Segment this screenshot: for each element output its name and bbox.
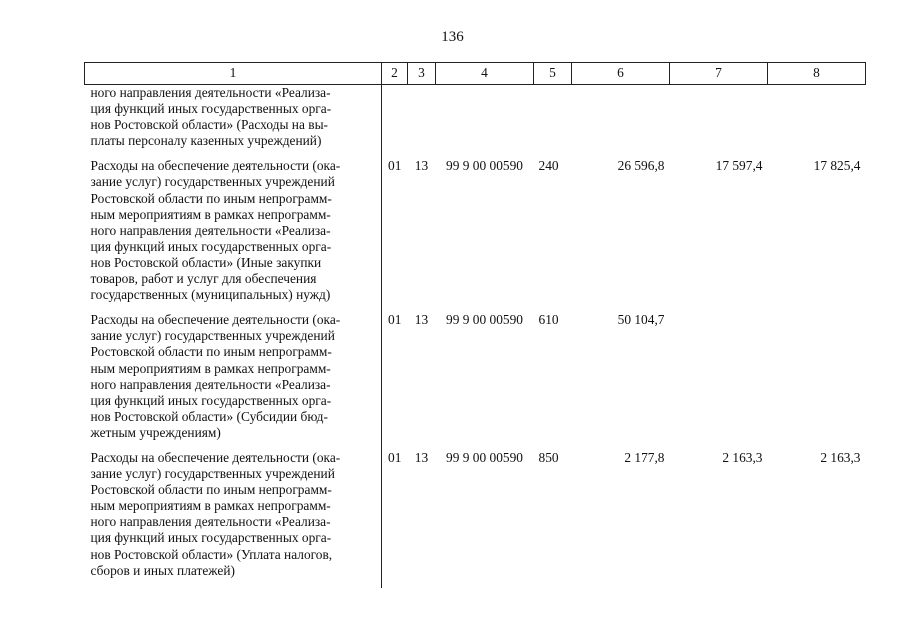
description-line: ция функций иных государственных орга-: [90, 392, 332, 408]
section-code: 01: [388, 312, 402, 328]
amount-col-8: [768, 85, 866, 159]
row-description: [85, 450, 382, 588]
table-header: [85, 63, 866, 85]
section-code: 01: [388, 158, 402, 174]
page-number: 136: [441, 29, 464, 45]
expense-type-code: 610: [538, 312, 559, 328]
description-line: Расходы на обеспечение деятельности (ока-: [90, 158, 341, 174]
header-col-3: 3: [408, 63, 436, 85]
amount-col-7: [670, 85, 768, 159]
subsection-code: 13: [414, 312, 429, 328]
target-article-code: 99 9 00 00590: [446, 312, 523, 328]
description-line: сборов и иных платежей): [90, 562, 235, 578]
header-col-2: 2: [382, 63, 408, 85]
description-line: ного направления деятельности «Реализа-: [90, 85, 331, 100]
description-line: товаров, работ и услуг для обеспечения: [90, 271, 317, 287]
target-article-code: 99 9 00 00590: [446, 449, 523, 465]
description-line: ного направления деятельности «Реализа-: [90, 376, 331, 392]
subsection-code: 13: [414, 449, 429, 465]
subsection-code: [408, 85, 436, 159]
description-line: нов Ростовской области» (Уплата налогов,: [90, 546, 333, 562]
description-line: ным мероприятиям в рамках непрограмм-: [90, 360, 331, 376]
target-article-code: [436, 85, 534, 159]
description-line: зание услуг) государственных учреждений: [90, 174, 335, 190]
description-line: Расходы на обеспечение деятельности (ока-: [90, 449, 341, 465]
subsection-code: 13: [414, 158, 429, 174]
description-line: ным мероприятиям в рамках непрограмм-: [90, 498, 331, 514]
expense-type-code: 850: [538, 449, 559, 465]
amount-col-6: 26 596,8: [617, 158, 665, 174]
table-row: [85, 158, 866, 312]
amount-col-8: 2 163,3: [820, 449, 861, 465]
description-line: нов Ростовской области» (Субсидии бюд-: [90, 408, 328, 424]
amount-col-6: 2 177,8: [624, 449, 665, 465]
amount-col-8: [768, 312, 866, 450]
row-description: [85, 158, 382, 312]
description-line: ным мероприятиям в рамках непрограмм-: [90, 206, 331, 222]
budget-table: [84, 62, 866, 588]
section-code: [382, 85, 408, 159]
expense-type-code: 240: [538, 158, 559, 174]
amount-col-6: [572, 85, 670, 159]
table-row: [85, 450, 866, 588]
description-line: нов Ростовской области» (Расходы на вы-: [90, 117, 329, 133]
header-col-4: 4: [436, 63, 534, 85]
description-line: Расходы на обеспечение деятельности (ока-: [90, 312, 341, 328]
description-line: платы персоналу казенных учреждений): [90, 133, 322, 149]
header-row: [85, 63, 866, 85]
header-col-1: 1: [85, 63, 382, 85]
description-line: зание услуг) государственных учреждений: [90, 328, 335, 344]
table-row: [85, 85, 866, 159]
amount-col-7: [670, 312, 768, 450]
description-line: зание услуг) государственных учреждений: [90, 466, 335, 482]
section-code: 01: [388, 449, 402, 465]
amount-col-6: 50 104,7: [617, 312, 665, 328]
amount-col-7: 17 597,4: [715, 158, 763, 174]
description-line: ного направления деятельности «Реализа-: [90, 514, 331, 530]
amount-col-7: 2 163,3: [722, 449, 763, 465]
description-line: жетным учреждениям): [90, 424, 221, 440]
row-description: [85, 85, 382, 159]
description-line: ного направления деятельности «Реализа-: [90, 222, 331, 238]
description-line: нов Ростовской области» (Иные закупки: [90, 254, 322, 270]
header-col-5: 5: [534, 63, 572, 85]
description-line: государственных (муниципальных) нужд): [90, 287, 331, 303]
description-line: ция функций иных государственных орга-: [90, 530, 332, 546]
description-line: ция функций иных государственных орга-: [90, 238, 332, 254]
header-col-8: 8: [768, 63, 866, 85]
header-col-6: 6: [572, 63, 670, 85]
description-line: Ростовской области по иным непрограмм-: [90, 344, 332, 360]
table-row: [85, 312, 866, 450]
table-body: [85, 85, 866, 588]
description-line: Ростовской области по иным непрограмм-: [90, 482, 332, 498]
row-description: [85, 312, 382, 450]
target-article-code: 99 9 00 00590: [446, 158, 523, 174]
description-line: Ростовской области по иным непрограмм-: [90, 190, 332, 206]
header-col-7: 7: [670, 63, 768, 85]
expense-type-code: [534, 85, 572, 159]
amount-col-8: 17 825,4: [813, 158, 861, 174]
description-line: ция функций иных государственных орга-: [90, 101, 332, 117]
